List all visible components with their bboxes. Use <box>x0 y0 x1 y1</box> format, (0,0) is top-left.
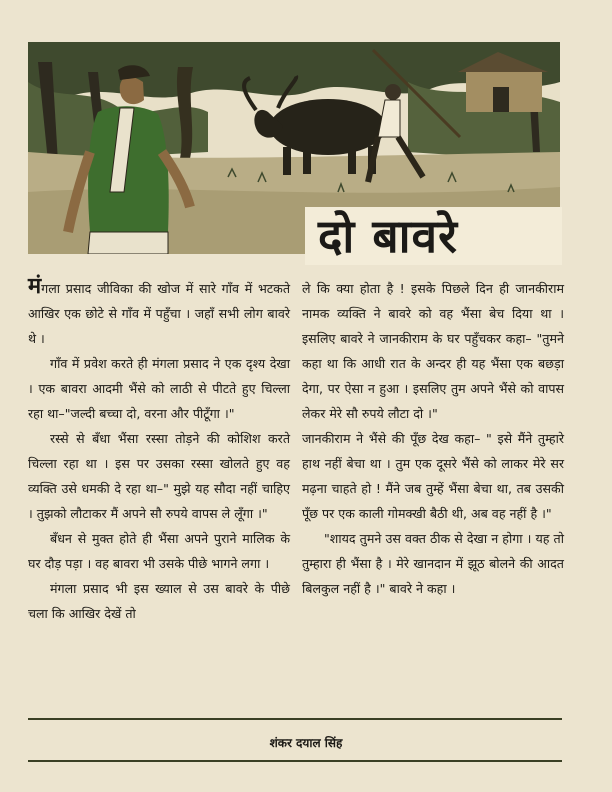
footer-rule-top <box>28 718 562 720</box>
left-paragraph-2: गाँव में प्रवेश करते ही मंगला प्रसाद ने एक दृश्य देखा । एक बावरा आदमी भैंसे को लाठी से पीटते हुए चिल्ला रहा था–"जल्दी बच्चा दो, वरना और पीटूँगा ।" <box>28 356 290 421</box>
story-title: दो बावरे <box>318 209 458 263</box>
left-paragraph-1-text: गला प्रसाद जीविका की खोज में सारे गाँव में भटकते आखिर एक छोटे से गाँव में पहुँचा । जहाँ सभी लोग बावरे थे । <box>28 281 290 346</box>
right-paragraph-2: जानकीराम ने भैंसे की पूँछ देख कहा– " इसे मैंने तुम्हारे हाथ नहीं बेचा था । तुम एक दूसरे भैंसे को लाकर मेरे सर मढ़ना चाहते हो ! मैंने जब तुम्हें भैंसा बेचा था, तब उसकी पूँछ पर एक काली गोमक्खी बैठी थी, अब वह नहीं है ।" <box>302 431 564 521</box>
right-paragraph-3: "शायद तुमने उस वक्त ठीक से देखा न होगा । यह तो तुम्हारा ही भैंसा है । मेरे खानदान में झूठ बोलने की आदत बिलकुल नहीं है ।" बावरे ने कहा । <box>302 531 564 596</box>
drop-cap: मं <box>28 274 42 299</box>
left-paragraph-3: रस्से से बँधा भैंसा रस्सा तोड़ने की कोशिश करते चिल्ला रहा था । इस पर उसका रस्सा खोलते हुए वह व्यक्ति उसे धमकी दे रहा था–" मुझे यह सौदा नहीं चाहिए । तुझको लौटाकर मैं अपने सौ रुपये वापस ले लूँगा ।" <box>28 431 290 521</box>
left-column <box>28 276 290 626</box>
left-paragraph-5: मंगला प्रसाद भी इस ख्याल से उस बावरे के पीछे चला कि आखिर देखें तो <box>28 581 290 621</box>
right-paragraph-1: ले कि क्या होता है ! इसके पिछले दिन ही जानकीराम नामक व्यक्ति ने बावरे को वह भैंसा बेच दिया था । इसलिए बावरे ने जानकीराम के घर पहुँचकर कहा– "तुमने कहा था कि आधी रात के अन्दर ही यह भैंसा एक बछड़ा देगा, पर ऐसा न हुआ । इसलिए तुम अपने भैंसे को वापस लेकर मेरे सौ रुपये लौटा दो ।" <box>302 281 564 421</box>
author-credit: शंकर दयाल सिंह <box>269 736 343 750</box>
left-paragraph-4: बँधन से मुक्त होते ही भैंसा अपने पुराने मालिक के घर दौड़ पड़ा । वह बावरा भी उसके पीछे भागने लगा । <box>28 531 290 571</box>
left-paragraph-1 <box>28 276 290 351</box>
right-column <box>302 276 564 601</box>
footer-rule-bottom <box>28 760 562 762</box>
